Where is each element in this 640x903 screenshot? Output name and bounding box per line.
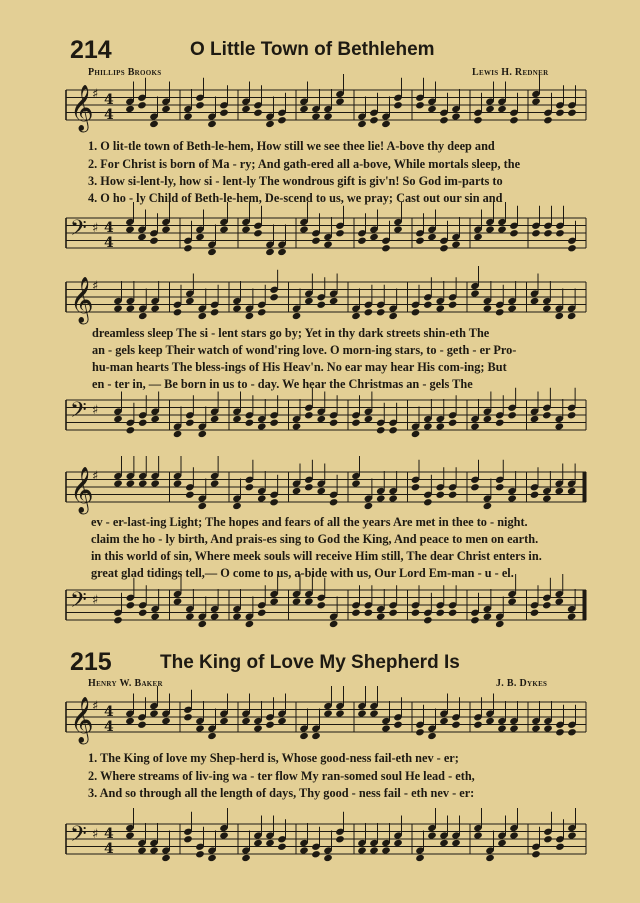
- bass-clef-icon: 𝄢: [70, 822, 87, 852]
- treble-clef-icon: 𝄞: [70, 85, 94, 131]
- verse-line: 4. O ho - ly Child of Beth-le-hem, De-scend to us, we pray; Cast out our sin and: [88, 191, 503, 205]
- verse-line: en - ter in, — Be born in us to - day. We hear the Christmas an - gels The: [92, 377, 473, 391]
- key-signature-sharp-icon: ♯: [92, 469, 99, 484]
- music-staff-bass: [66, 590, 586, 630]
- key-signature-sharp-icon: ♯: [92, 593, 99, 608]
- composer-credit: J. B. Dykes: [496, 678, 548, 689]
- bass-clef-icon: 𝄢: [70, 398, 87, 428]
- hymn-title: O Little Town of Bethlehem: [190, 39, 435, 60]
- verse-line: 1. The King of love my Shep-herd is, Whose good-ness fail-eth nev - er;: [88, 751, 459, 765]
- bass-clef-icon: 𝄢: [70, 216, 87, 246]
- verse-line: 3. And so through all the length of days, Thy good - ness fail - eth nev - er:: [88, 786, 475, 800]
- verse-line: 2. For Christ is born of Ma - ry; And gath-ered all a-bove, While mortals sleep, the: [88, 157, 521, 171]
- music-staff-treble: [66, 85, 586, 131]
- verse-line: hu-man hearts The bless-ings of His Heav'n. No ear may hear His com-ing; But: [92, 360, 507, 374]
- hymn-number: 215: [70, 648, 112, 676]
- time-signature-icon: 4: [104, 107, 114, 123]
- key-signature-sharp-icon: ♯: [92, 699, 99, 714]
- verse-line: dreamless sleep The si - lent stars go by; Yet in thy dark streets shin-eth The: [92, 326, 490, 340]
- bass-clef-icon: 𝄢: [70, 588, 87, 618]
- hymn-title: The King of Love My Shepherd Is: [160, 652, 460, 673]
- verse-line: great glad tidings tell,— O come to us, a-bide with us, Our Lord Em-man - u - el.: [91, 566, 514, 580]
- verse-line: 1. O lit-tle town of Beth-le-hem, How still we see thee lie! A-bove thy deep and: [88, 139, 495, 153]
- music-staff-bass: [66, 218, 586, 258]
- time-signature-icon: 4: [104, 826, 114, 842]
- verse-line: claim the ho - ly birth, And prais-es sing to God the King, And peace to men on earth.: [91, 532, 539, 546]
- verse-line: ev - er-last-ing Light; The hopes and fears of all the years Are met in thee to - night.: [91, 515, 528, 529]
- key-signature-sharp-icon: ♯: [92, 87, 99, 102]
- music-staff-treble: [66, 697, 586, 743]
- verse-line: 2. Where streams of liv-ing wa - ter flow My ran-somed soul He lead - eth,: [88, 769, 475, 783]
- music-staff-treble: [66, 467, 586, 513]
- treble-clef-icon: 𝄞: [70, 697, 94, 743]
- music-staff-bass: [66, 400, 586, 440]
- key-signature-sharp-icon: ♯: [92, 279, 99, 294]
- hymn-number: 214: [70, 36, 112, 64]
- time-signature-icon: 4: [104, 704, 114, 720]
- composer-credit: Lewis H. Redner: [472, 67, 549, 78]
- lyricist-credit: Henry W. Baker: [88, 678, 163, 689]
- verse-line: in this world of sin, Where meek souls will receive Him still, The dear Christ enters in.: [91, 549, 542, 563]
- lyricist-credit: Phillips Brooks: [88, 67, 162, 78]
- verse-line: 3. How si-lent-ly, how si - lent-ly The wondrous gift is giv'n! So God im-parts to: [88, 174, 503, 188]
- music-staff-bass: [66, 824, 586, 864]
- time-signature-icon: 4: [104, 719, 114, 735]
- time-signature-icon: 4: [104, 220, 114, 236]
- verse-line: an - gels keep Their watch of wond'ring love. O morn-ing stars, to - geth - er Pro-: [92, 343, 517, 357]
- key-signature-sharp-icon: ♯: [92, 221, 99, 236]
- time-signature-icon: 4: [104, 235, 114, 251]
- key-signature-sharp-icon: ♯: [92, 403, 99, 418]
- treble-clef-icon: 𝄞: [70, 277, 94, 323]
- key-signature-sharp-icon: ♯: [92, 827, 99, 842]
- time-signature-icon: 4: [104, 841, 114, 857]
- music-staff-treble: [66, 277, 586, 323]
- treble-clef-icon: 𝄞: [70, 467, 94, 513]
- time-signature-icon: 4: [104, 92, 114, 108]
